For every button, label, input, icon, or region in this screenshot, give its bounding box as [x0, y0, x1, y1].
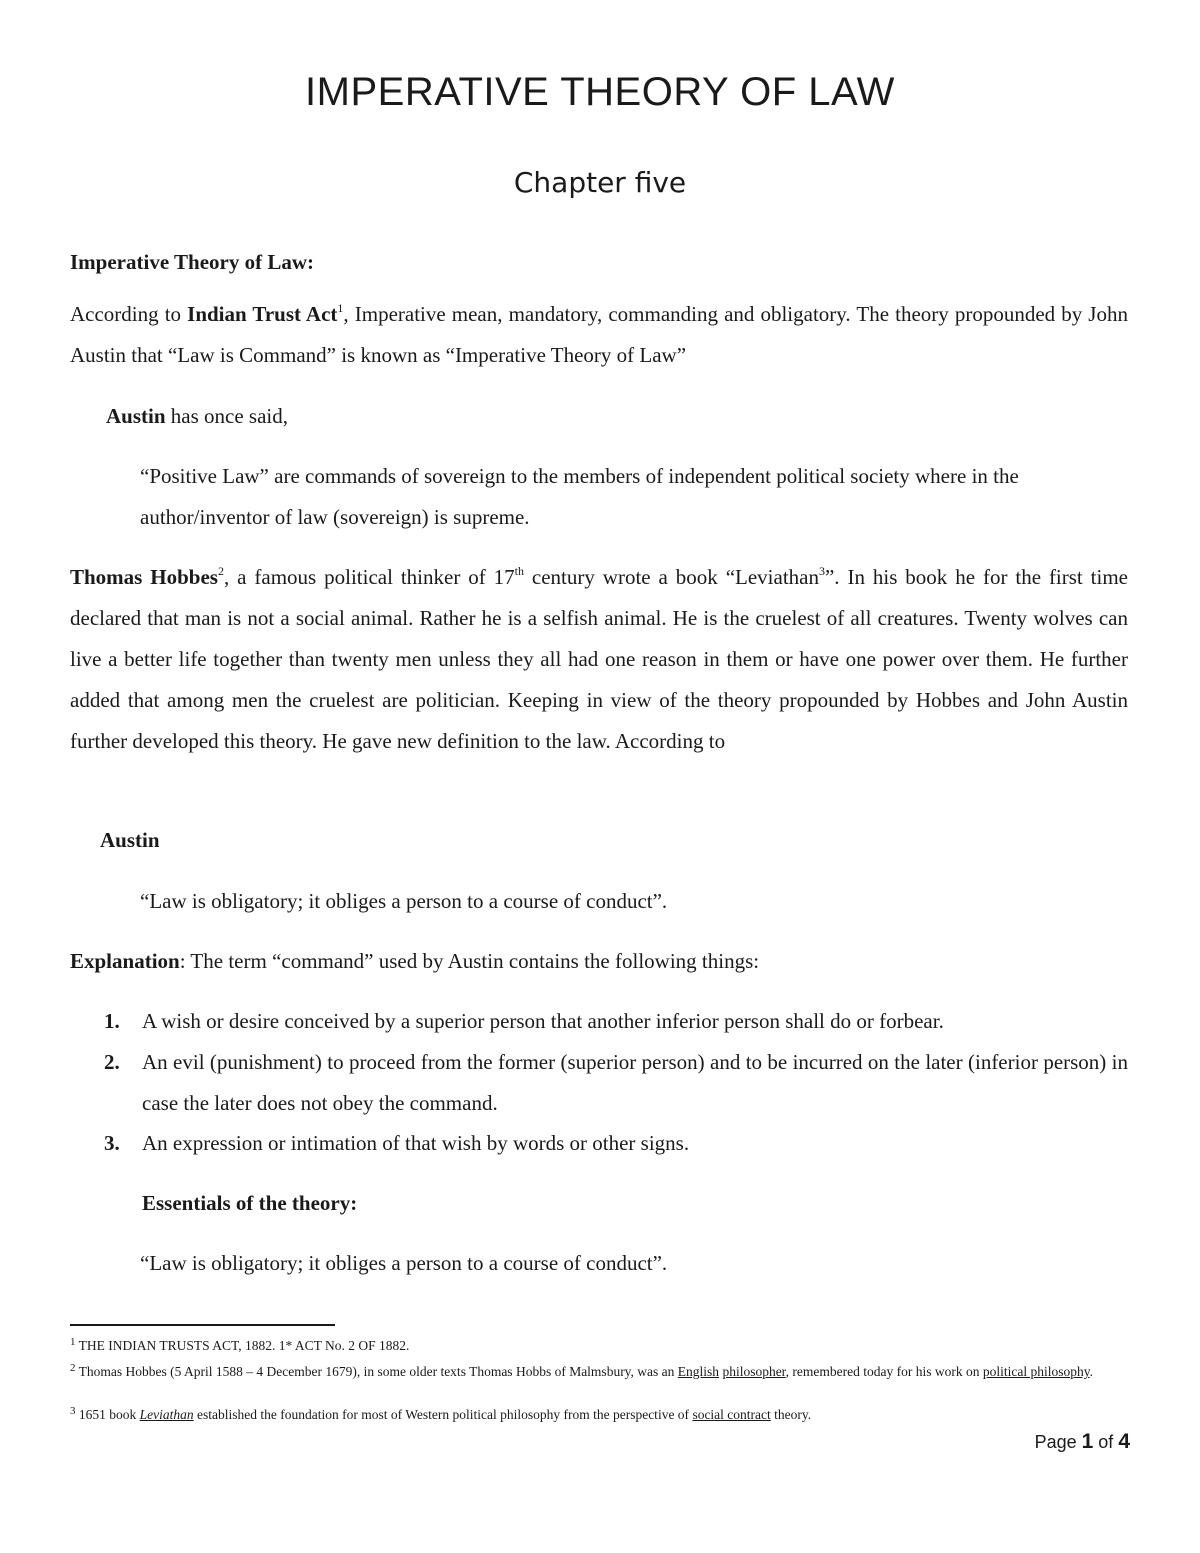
intro-rest: , Imperative mean, mandatory, commanding and obligatory. The theory propounded by John Austin that “Law is Command” is known as “Imperative Theory of Law”: [70, 302, 1128, 367]
footnote-2-number: 2: [70, 1362, 76, 1374]
hobbes-paragraph: [70, 557, 1128, 762]
hobbes-text-3: ”. In his book he for the first time declared that man is not a social animal. Rather he is a selfish animal. He is the cruelest of all creatures. Twenty wolves can live a better life together than twenty men unless they all had one reason in them or have one power over them. He further added that among men the cruelest are politician. Keeping in view of the theory propounded by Hobbes and John Austin further developed this theory. He gave new definition to the law. According to: [70, 565, 1129, 753]
list-text: A wish or desire conceived by a superior person that another inferior person shall do or forbear.: [142, 1009, 944, 1033]
footnote-3-text: 1651 book: [75, 1407, 140, 1422]
footnote-3-text-c: theory.: [770, 1407, 812, 1422]
explanation-label: Explanation: [70, 949, 180, 973]
footnote-1-number: 1: [70, 1336, 76, 1348]
intro-lead: According to: [70, 302, 188, 326]
footnote-ref-1[interactable]: 1: [337, 301, 344, 315]
page-label: Page: [1034, 1432, 1082, 1452]
section-heading-text: Imperative Theory of Law:: [70, 250, 314, 274]
hobbes-text-2: century wrote a book “Leviathan: [524, 565, 819, 589]
footnote-3: [70, 1405, 1130, 1424]
hobbes-text-1: , a famous political thinker of 17: [223, 565, 515, 589]
footnote-3-text-b: established the foundation for most of Western political philosophy from the perspective of: [193, 1407, 693, 1422]
footnote-1-text: THE INDIAN TRUSTS ACT, 1882. 1* ACT No. 2 OF 1882.: [78, 1338, 410, 1353]
austin-said-line: [106, 396, 1164, 437]
social-contract-link[interactable]: social contract: [692, 1407, 771, 1422]
austin-heading: [100, 820, 1158, 861]
list-item: [104, 1001, 1128, 1042]
footnote-2: [70, 1362, 1130, 1381]
positive-law-quote: “Positive Law” are commands of sovereign to the members of independent political society where in the author/inventor of law (sovereign) is supreme.: [140, 464, 1019, 529]
list-number: 1.: [104, 1009, 120, 1033]
footnote-2-text: Thomas Hobbes (5 April 1588 – 4 December 1679), in some older texts Thomas Hobbs of Malmsbury, was an: [78, 1364, 678, 1379]
list-number: 2.: [104, 1050, 120, 1074]
footnote-ref-3[interactable]: 3: [818, 564, 825, 578]
footnote-1: [70, 1336, 1130, 1355]
indian-trust-act-term: Indian Trust Act: [187, 302, 338, 326]
chapter-subtitle: Chapter five: [513, 166, 687, 199]
list-text: An expression or intimation of that wish by words or other signs.: [142, 1131, 690, 1155]
thomas-hobbes-name: Thomas Hobbes: [70, 565, 218, 589]
list-item: [104, 1123, 1128, 1164]
austin-heading-text: Austin: [100, 828, 160, 852]
total-pages: 4: [1118, 1430, 1130, 1453]
list-number: 3.: [104, 1131, 120, 1155]
explanation-paragraph: [70, 941, 1128, 982]
philosopher-link[interactable]: philosopher: [722, 1364, 786, 1379]
of-label: of: [1093, 1432, 1119, 1452]
list-item: [104, 1042, 1128, 1124]
intro-paragraph: [70, 294, 1128, 376]
footnote-3-number: 3: [70, 1405, 76, 1417]
list-text: An evil (punishment) to proceed from the former (superior person) and to be incurred on the later (inferior person) in case the later does not obey the command.: [142, 1050, 1128, 1115]
austin-name: Austin: [106, 404, 166, 428]
footnote-ref-2[interactable]: 2: [217, 564, 224, 578]
footnote-separator: [70, 1324, 335, 1326]
ordinal-suffix: th: [514, 564, 524, 578]
footnote-2-text-b: , remembered today for his work on: [785, 1364, 983, 1379]
current-page: 1: [1081, 1430, 1094, 1453]
section-heading: [70, 242, 1128, 283]
explanation-rest: : The term “command” used by Austin contains the following things:: [179, 949, 760, 973]
document-title: IMPERATIVE THEORY OF LAW: [305, 70, 895, 114]
obligatory-quote-2: “Law is obligatory; it obliges a person to a course of conduct”.: [140, 1251, 668, 1275]
english-link[interactable]: English: [677, 1364, 720, 1379]
austin-said-rest: has once said,: [165, 404, 288, 428]
essentials-heading: [142, 1183, 1200, 1224]
leviathan-link[interactable]: Leviathan: [139, 1407, 194, 1422]
essentials-heading-text: Essentials of the theory:: [142, 1191, 358, 1215]
obligatory-quote: “Law is obligatory; it obliges a person to a course of conduct”.: [140, 889, 668, 913]
political-philosophy-link[interactable]: political philosophy: [982, 1364, 1090, 1379]
page-number: [1035, 1430, 1130, 1454]
footnote-2-text-c: .: [1089, 1364, 1093, 1379]
